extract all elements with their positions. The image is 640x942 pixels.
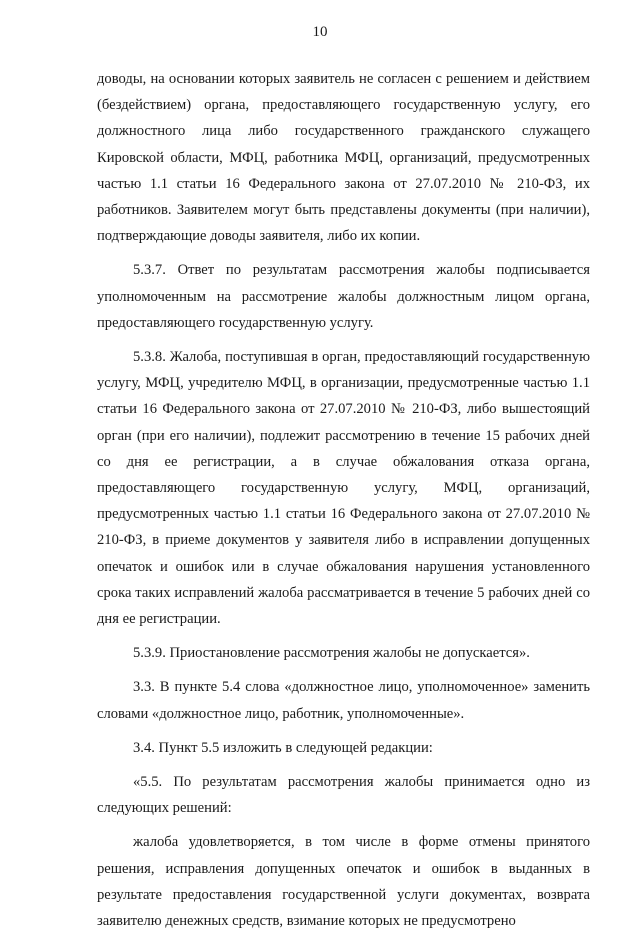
paragraph-continuation: доводы, на основании которых заявитель не согласен с решением и действием (бездействием) органа, предоставляющего государственную услугу, его должностного лица либо государственного гражданского служащего Кировской области, МФЦ, работника МФЦ, организаций, предусмотренных частью 1.1 статьи 16 Федерального закона от 27.07.2010 № 210-ФЗ, их работников. Заявителем могут быть представлены документы (при наличии), подтверждающие доводы заявителя, либо их копии. xyxy=(97,71,590,245)
paragraph-5-3-8: 5.3.8. Жалоба, поступившая в орган, предоставляющий государственную услугу, МФЦ, учредителю МФЦ, в организации, предусмотренные частью 1.1 статьи 16 Федерального закона от 27.07.2010 № 210-ФЗ, либо вышестоящий орган (при его наличии), подлежит рассмотрению в течение 15 рабочих дней со дня ее регистрации, а в случае обжалования отказа органа, предоставляющего государственную услугу, МФЦ, организаций, предусмотренных частью 1.1 статьи 16 Федерального закона от 27.07.2010 № 210-ФЗ, в приеме документов у заявителя либо в исправлении допущенных опечаток и ошибок или в случае обжалования нарушения установленного срока таких исправлений жалоба рассматривается в течение 5 рабочих дней со дня ее регистрации. xyxy=(97,349,590,628)
paragraph-3-3: 3.3. В пункте 5.4 слова «должностное лицо, уполномоченное» заменить словами «должностное лицо, работник, уполномоченные». xyxy=(97,679,590,722)
document-body xyxy=(97,66,590,942)
paragraph-decision-1: жалоба удовлетворяется, в том числе в форме отмены принятого решения, исправления допущенных опечаток и ошибок в выданных в результате предоставления государственной услуги документах, возврата заявителю денежных средств, взимание которых не предусмотрено xyxy=(97,834,590,930)
page-number: 10 xyxy=(312,24,328,40)
paragraph-5-5: «5.5. По результатам рассмотрения жалобы принимается одно из следующих решений: xyxy=(97,774,590,817)
paragraph-5-3-9: 5.3.9. Приостановление рассмотрения жалобы не допускается». xyxy=(133,645,530,662)
paragraph-3-4: 3.4. Пункт 5.5 изложить в следующей редакции: xyxy=(133,739,433,756)
paragraph-5-3-7: 5.3.7. Ответ по результатам рассмотрения жалобы подписывается уполномоченным на рассмотрение жалобы должностным лицом органа, предоставляющего государственную услугу. xyxy=(97,262,590,331)
